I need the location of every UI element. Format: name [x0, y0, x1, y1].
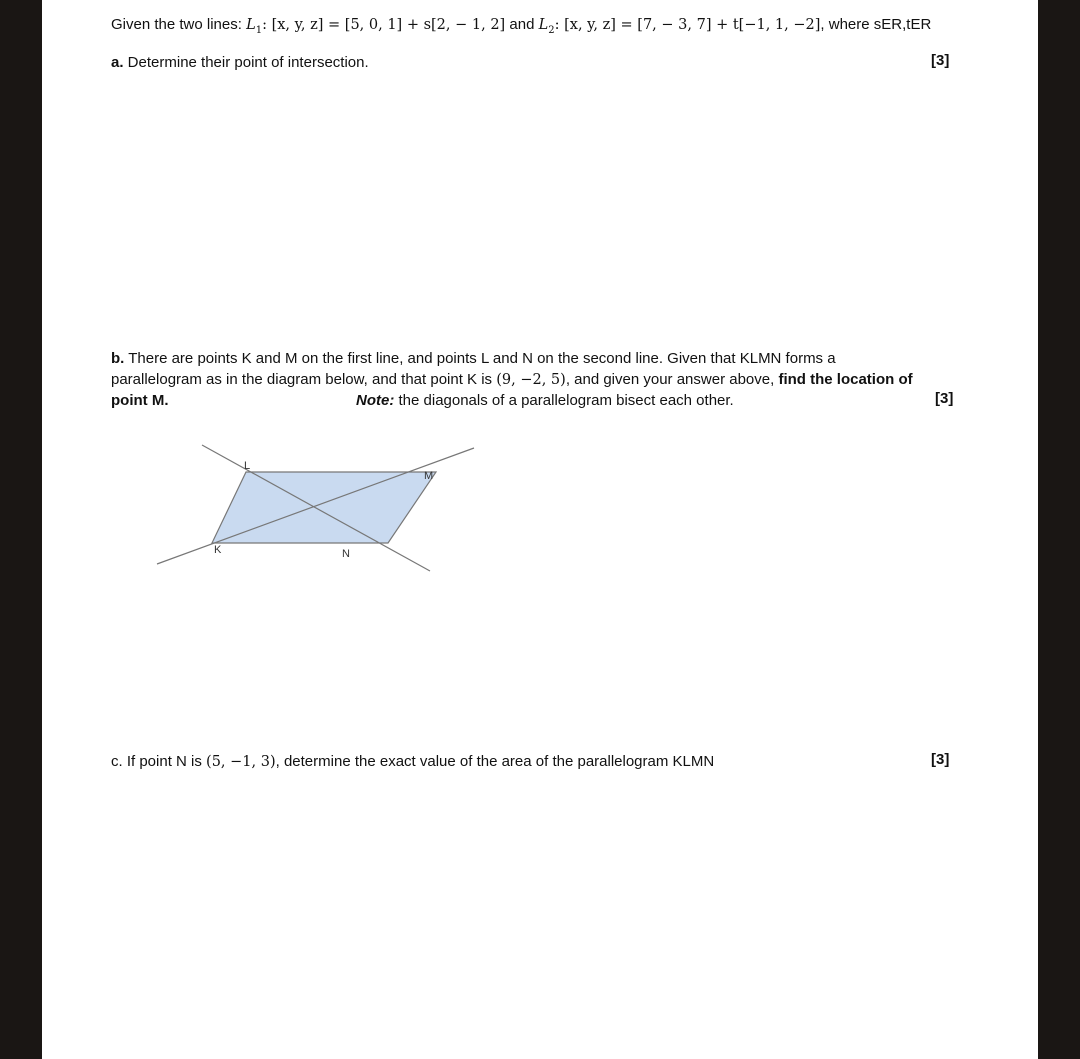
intro-and: and	[505, 16, 539, 33]
intro-line	[111, 14, 931, 41]
line-l1	[157, 448, 474, 564]
part-b-line-3	[111, 390, 961, 411]
line1-equation	[246, 17, 506, 36]
point-n-coordinates: (5, −1, 3)	[206, 754, 276, 770]
part-b-line2-start: parallelogram as in the diagram below, and that point K is	[111, 371, 497, 388]
part-b-line-2	[111, 369, 913, 391]
note-text: the diagonals of a parallelogram bisect each other.	[394, 392, 734, 409]
l2-expression: : [x, y, z] = [7, − 3, 7] + t[−1, 1, −2]	[554, 17, 821, 33]
intro-prefix: Given the two lines:	[111, 16, 247, 33]
part-c-label: c.	[111, 753, 123, 770]
parallelogram-klmn	[212, 472, 436, 543]
label-k: K	[214, 544, 222, 556]
line2-equation	[538, 17, 821, 36]
part-a-label: a.	[111, 54, 124, 71]
label-l: L	[244, 460, 251, 472]
worksheet-page	[42, 0, 1038, 1059]
part-c-text-start: If point N is	[122, 753, 207, 770]
part-b-note	[356, 390, 734, 411]
part-b-label: b.	[111, 350, 125, 367]
label-m: M	[424, 470, 434, 482]
part-c-text-end: , determine the exact value of the area of the parallelogram KLMN	[275, 753, 715, 770]
part-a-marks: [3]	[931, 52, 950, 69]
part-b-line-1	[111, 348, 836, 369]
l1-subscript: 1	[255, 24, 263, 36]
parallelogram-diagram	[152, 440, 482, 585]
note-label: Note:	[356, 392, 395, 409]
l2-label: L	[538, 17, 549, 33]
part-b-line2-mid: , and given your answer above,	[565, 371, 779, 388]
part-c-marks: [3]	[931, 751, 950, 768]
part-c-question	[111, 751, 714, 773]
point-k-coordinates: (9, −2, 5)	[496, 372, 566, 388]
part-b-line3-bold: point M.	[111, 392, 169, 409]
part-b-line1-text: There are points K and M on the first line, and points L and N on the second line. Given that KLMN forms a	[124, 350, 836, 367]
intro-suffix: , where sER,tER	[820, 16, 932, 33]
part-a-question	[111, 52, 369, 73]
part-b-marks: [3]	[935, 390, 954, 407]
part-b-line2-bold: find the location of	[778, 371, 913, 388]
part-a-text: Determine their point of intersection.	[123, 54, 369, 71]
label-n: N	[342, 548, 350, 560]
l1-expression: : [x, y, z] = [5, 0, 1] + s[2, − 1, 2]	[262, 17, 506, 33]
l1-label: L	[246, 17, 256, 33]
l2-subscript: 2	[548, 24, 555, 36]
